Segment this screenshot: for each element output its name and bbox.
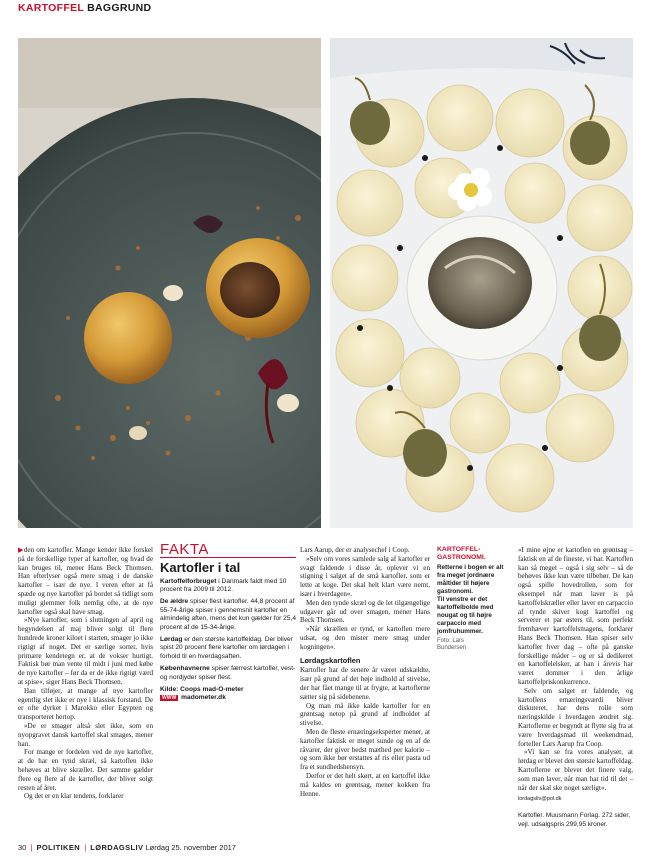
paragraph: Men de fleste ernæringseksperter mener, at kartofler faktisk er meget sunde og en af de råvarer, der giver bedst mæthed per kalorie – og som ikke bør erstattes af ris eller pasta ud fra et sundhedshensyn.	[300, 727, 430, 772]
footer-divider: |	[84, 843, 87, 852]
paragraph: Og man må ikke kalde kartofler for en grøntsag netop på grund af indholdet af stivelse.	[300, 701, 430, 728]
paragraph: Lars Aarup, der er analysechef i Coop.	[300, 546, 410, 554]
www-tag: WWW	[162, 695, 177, 702]
carpaccio-image	[330, 38, 633, 528]
fakta-source: Kilde: Coops mad-O-meter	[160, 686, 244, 694]
page-number: 30	[18, 843, 27, 852]
article-column-5	[518, 546, 633, 829]
caption-paragraph: Til venstre er det kartoffelbolde med nougat og til højre carpaccio med jomfruhummer.	[437, 596, 494, 635]
fakta-label: FAKTA	[160, 546, 296, 558]
paragraph: »I mine øjne er kartoflen en grøntsag – faktisk en af de fineste, vi har. Kartoflen kan så meget – også i sig selv – så de behøves ikke kun være tilbehør. De kan også spille hovedrollen, som for eksempel når man laver is på kartoffelskræller eller laver en carpaccio af tynde skiver kogt kartoffel og serverer et par østers til, som perfekt fremhæver kartoffelsmagens, forklarer Hans Beck Thomsen. Han spiser selv kartofler hver dag – ofte på ganske forskellige måder – og er så dedikeret en kartoffelelsker, at han i årevis har været dommer i den årlige kartoffelpriskonkurrence.	[518, 546, 633, 686]
paragraph: Han tilføjer, at mange af nye kartofler egentlig slet ikke er nye i klassisk forstand. De er ofte dyrket i Marokko eller Egypten og transporteret hertop.	[18, 686, 153, 722]
section-subcategory: BAGGRUND	[87, 2, 152, 14]
fakta-item: De ældre spiser flest kartofler. 44,8 procent af 55-74-årige spiser i gennemsnit kartofler en almindelig aften, mens det kun gælder for 25,4 procent af de 15-34-årige.	[160, 598, 296, 631]
book-info: Kartofler. Muusmann Forlag. 272 sider, vejl. udsalgspris 299,95 kroner.	[518, 812, 631, 828]
subheading: Lørdagskartoflen	[300, 655, 361, 665]
section-category: KARTOFFEL	[18, 2, 84, 14]
paragraph: »Selv om vores samlede salg af kartofler er svagt faldende i disse år, oplever vi en stigning i salget af de små kartofler, som er lette at koge. Det skal helt klart være nemt, især i hverdagen«.	[300, 554, 430, 598]
fakta-item: Kartoffelforbruget i Danmark faldt med 10 procent fra 2009 til 2012.	[160, 577, 287, 593]
caption-text	[437, 564, 513, 635]
paragraph: Kartofler har de senere år været udskældte, især på grund af det høje indhold af stivelse, der har fået mange til at frygte, at kartoflerne sætter sig på sidebenene.	[300, 666, 430, 701]
page-header	[18, 2, 151, 16]
potato-balls-image	[18, 38, 321, 528]
contact-email[interactable]: lordagsliv@pol.dk	[518, 796, 562, 803]
photo-credit: Foto: Lars Bundersen	[437, 637, 467, 652]
paragraph: »De er smager altså slet ikke, som en nyopgravet dansk kartoffel skal smages, mener han.	[18, 721, 153, 748]
section-name: LØRDAGSLIV	[90, 843, 144, 852]
page-footer	[18, 843, 236, 855]
fakta-item: Lørdag er den største kartoffeldag. Der bliver spist 20 procent flere kartofler om lørdagen i forhold til en hverdagsaften.	[160, 636, 293, 660]
caption-paragraph: Retterne i bogen er alt fra meget jordnære måltider til højere gastronomi.	[437, 564, 504, 596]
fakta-title: Kartofler i tal	[160, 559, 241, 575]
article-column-3	[300, 546, 430, 798]
fakta-item: Københavnerne spiser færrest kartofler, vest- og nordjyder spiser flest.	[160, 665, 296, 681]
paragraph: Og det er en klar tendens, forklarer	[24, 792, 124, 801]
newspaper-brand: POLITIKEN	[36, 843, 81, 852]
continuation-marker: ▶	[18, 546, 24, 554]
paragraph: »Når skrællen er tynd, er kartoflen mere udsat, og den mister mere smag under kogningen«.	[300, 625, 430, 651]
paragraph: Men den tynde skræl og de let tilgængelige udgaver går ud over smagen, mener Hans Beck Thomsen.	[300, 598, 430, 625]
photo-potato-carpaccio	[330, 38, 633, 528]
footer-divider: |	[30, 843, 33, 852]
article-column-1	[18, 546, 153, 801]
photo-potato-balls	[18, 38, 321, 528]
paragraph: »Nye kartofler, som i slutningen af april og begyndelsen af maj bliver solgt til flere hundrede kroner kiloet i starten, smager jo ikke rigtigt af noget. Det er særlige sorter, hvis primære kendetegn er, at de vokser hurtigt. Faktisk bør man vente til midt i juni med købe de nye kartofler – før da er de ikke rigtigt værd at spise«, siger Hans Beck Thomsen.	[18, 616, 153, 686]
paragraph: For mange er fordelen ved de nye kartofler, at de har en tynd skræl, så kartoflen ikke behøves at blive skrællet. Det samme gælder flere og flere af de kartofler, der bliver solgt resten af året.	[18, 748, 153, 792]
fakta-link[interactable]: WWW madometer.dk	[162, 694, 226, 702]
paragraph: »Vi kan se fra vores analyser, at lørdag er blevet den største kartoffeldag. Kartoflerne er blevet det finere valg, som man laver, når man har tid til det – når der skal ske noget særligt«.	[518, 748, 633, 792]
caption-title: KARTOFFEL- GASTRONOMI.	[437, 546, 486, 562]
photo-caption-box	[437, 546, 513, 653]
fakta-box	[160, 541, 296, 703]
issue-date: Lørdag 25. november 2017	[145, 843, 236, 852]
paragraph: Selv om salget er faldende, og kartoflens ernæringsværdi bliver diskuteret, har dens rolle som næringskilde i hverdagen ændret sig. Kartoflerne er begyndt at flytte sig fra at være hverdagsmad til weekendmad, forteller Lars Aarup fra Coop.	[518, 686, 633, 748]
paragraph: ▶den om kartofler. Mange kender ikke forskel på de forskellige typer af kartofler, og hvad de kan bruges til, mener Hans Beck Thomsen. Han efterlyser også mere smag i de danske kartofler – især de nye. I veren efter at få spæde og nye kartofler på bordet så tidligt som muligt glemmer folk nemlig ofte, at de nye kartofler også skal have smag.	[18, 546, 153, 616]
paragraph: Derfor er det helt skørt, at en kartoffel ikke må kaldes en grøntsag, mener kokken fra Henne.	[300, 771, 430, 798]
